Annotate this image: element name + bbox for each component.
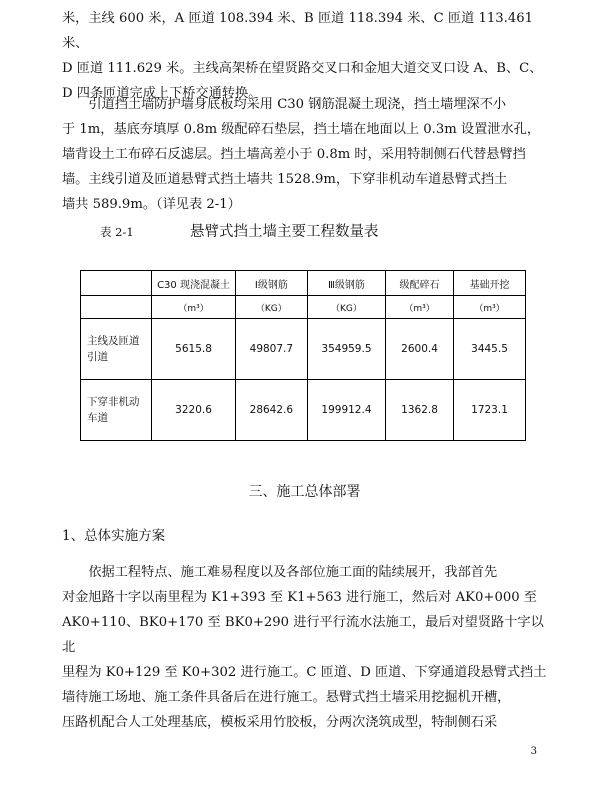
paragraph-retaining-wall [62,92,552,217]
unit-cell: （KG） [235,296,307,319]
text-line: 引道挡土墙防护墙身底板均采用 C30 钢筋混凝土现浇，挡土墙埋深不小 [62,97,507,112]
unit-cell: （KG） [307,296,385,319]
row-header-cell [81,380,152,441]
table-label: 表 2-1 [100,225,134,239]
value-cell: 2600.4 [386,319,454,380]
header-cell-excavation: 基础开挖 [454,271,526,296]
subheading: 1、总体实施方案 [62,528,166,544]
unit-cell: （m³） [386,296,454,319]
table-row [81,380,526,441]
text-line: 墙共 589.9m。（详见表 2-1） [62,197,241,212]
row-header-line: 引道 [87,351,108,363]
page-number: 3 [530,746,537,757]
value-cell: 49807.7 [235,319,307,380]
unit-cell: （m³） [152,296,236,319]
header-cell-concrete: C30 现浇混凝土 [152,271,236,296]
header-cell-grade1-rebar: Ⅰ级钢筋 [235,271,307,296]
text-line: 墙背设土工布碎石反滤层。挡土墙高差小于 0.8m 时，采用特制侧石代替悬臂挡 [62,147,526,162]
value-cell: 199912.4 [307,380,385,441]
quantity-table [80,270,526,441]
text-line: 米，主线 600 米，A 匝道 108.394 米、B 匝道 118.394 米、C 匝道 113.461 米、 [62,11,533,51]
header-cell-blank [81,271,152,296]
text-line: 依据工程特点、施工难易程度以及各部位施工面的陆续展开，我部首先 [62,565,498,580]
text-line: 对金旭路十字以南里程为 K1+393 至 K1+563 进行施工，然后对 AK0+000 至 [62,590,537,605]
row-header-line: 下穿非机动 [87,396,140,408]
header-cell-grade3-rebar: Ⅲ级钢筋 [307,271,385,296]
text-line: AK0+110、BK0+170 至 BK0+290 进行平行流水法施工，最后对望贤路十字以北 [62,615,544,655]
value-cell: 3445.5 [454,319,526,380]
value-cell: 1723.1 [454,380,526,441]
table-row [81,319,526,380]
row-header-cell [81,319,152,380]
unit-cell [81,296,152,319]
table-header-row [81,271,526,296]
unit-cell: （m³） [454,296,526,319]
text-line: D 四条匝道完成上下桥交通转换。 [62,86,262,101]
table-title: 悬臂式挡土墙主要工程数量表 [190,224,379,240]
value-cell: 1362.8 [386,380,454,441]
table-units-row [81,296,526,319]
paragraph-implementation-plan [62,560,552,735]
text-line: 于 1m，基底夯填厚 0.8m 级配碎石垫层，挡土墙在地面以上 0.3m 设置泄水孔， [62,122,541,137]
table-caption [62,220,552,244]
text-line: 压路机配合人工处理基底，模板采用竹胶板，分两次浇筑成型，特制侧石采 [62,715,498,730]
header-cell-graded-gravel: 级配碎石 [386,271,454,296]
value-cell: 354959.5 [307,319,385,380]
row-header-line: 主线及匝道 [87,335,140,347]
value-cell: 5615.8 [152,319,236,380]
paragraph-project-overview [62,6,552,106]
text-line: D 匝道 111.629 米。主线高架桥在望贤路交叉口和金旭大道交叉口设 A、B、C、 [62,61,543,76]
section-title: 三、施工总体部署 [248,484,361,500]
value-cell: 28642.6 [235,380,307,441]
text-line: 里程为 K0+129 至 K0+302 进行施工。C 匝道、D 匝道、下穿通道段悬臂式挡土 [62,665,547,680]
text-line: 墙。主线引道及匝道悬臂式挡土墙共 1528.9m，下穿非机动车道悬臂式挡土 [62,172,508,187]
value-cell: 3220.6 [152,380,236,441]
row-header-line: 车道 [87,412,108,424]
text-line: 墙待施工场地、施工条件具备后在进行施工。悬臂式挡土墙采用挖掘机开槽， [62,690,511,705]
